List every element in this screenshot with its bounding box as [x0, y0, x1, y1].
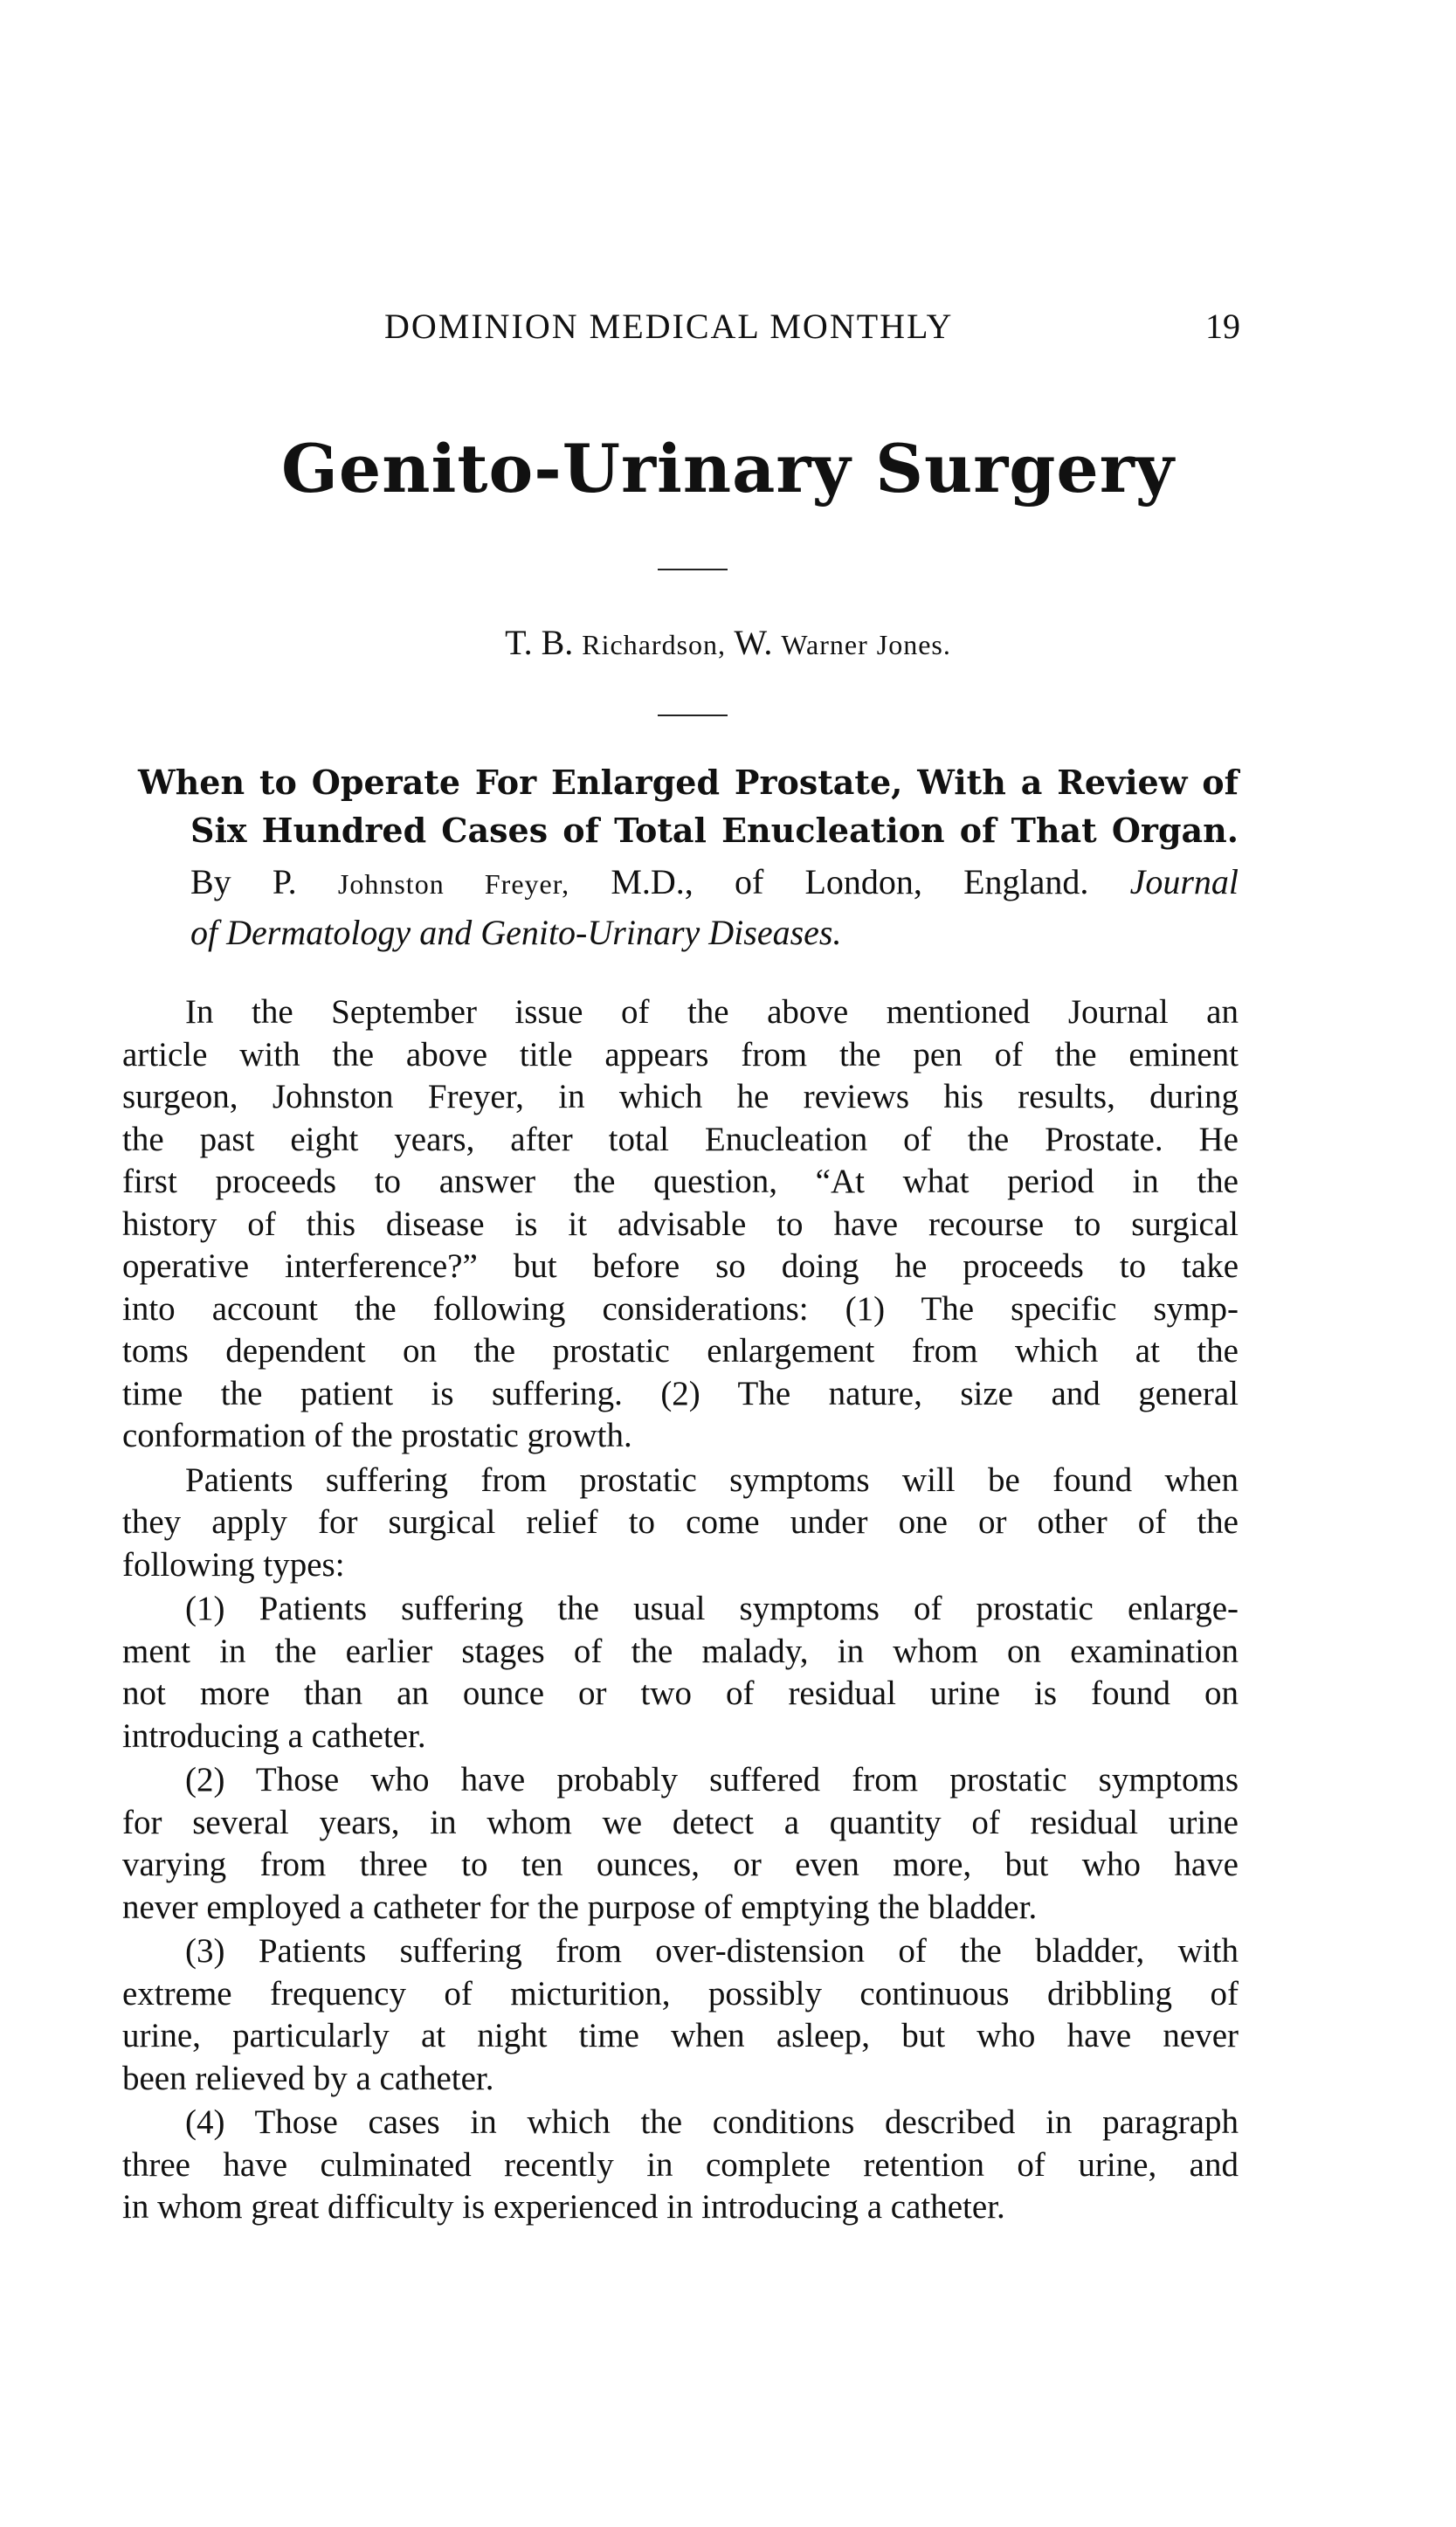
paragraph [122, 1759, 1239, 1929]
text-line: into account the following considerations: (1) The specific symp- [122, 1289, 1239, 1328]
paragraph [122, 991, 1239, 1458]
text-line: following types: [122, 1545, 345, 1584]
text-line: ment in the earlier stages of the malady, in whom on examination [122, 1632, 1239, 1670]
text-line: introducing a catheter. [122, 1716, 426, 1755]
article-heading-line: Six Hundred Cases of Total Enucleation of That Organ. [190, 811, 1239, 850]
text-line: article with the above title appears from the pen of the eminent [122, 1035, 1239, 1074]
byline-line [190, 908, 1239, 956]
byline-author: Johnston Freyer, [337, 868, 570, 900]
text-line: surgeon, Johnston Freyer, in which he reviews his results, during [122, 1078, 1239, 1115]
article-heading [138, 758, 1239, 854]
text-line: (1) Patients suffering the usual symptoms of prostatic enlarge- [185, 1590, 1239, 1627]
editor-1-surname: Richardson, [582, 629, 727, 660]
text-line: they apply for surgical relief to come under one or other of the [122, 1503, 1239, 1541]
text-line: In the September issue of the above mentioned Journal an [185, 993, 1239, 1031]
text-line: time the patient is suffering. (2) The nature, size and general [122, 1374, 1239, 1412]
text-line: Patients suffering from prostatic symptoms will be found when [185, 1460, 1239, 1499]
editor-2-middle-name: Warner [781, 629, 868, 660]
text-line: extreme frequency of micturition, possibly continuous dribbling of [122, 1974, 1239, 2013]
byline-journal-start: Journal [1129, 862, 1239, 901]
text-line: first proceeds to answer the question, “At what period in the [122, 1163, 1239, 1200]
editor-2-initials: W. [734, 623, 773, 662]
editor-2-surname: Jones. [876, 629, 951, 660]
text-line: varying from three to ten ounces, or even more, but who have [122, 1846, 1239, 1883]
text-line: in whom great difficulty is experienced in introducing a catheter. [122, 2188, 1005, 2226]
section-title: Genito-Urinary Surgery [281, 430, 1175, 507]
text-line: conformation of the prostatic growth. [122, 1417, 632, 1454]
text-line: (3) Patients suffering from over-distension of the bladder, with [185, 1932, 1239, 1970]
paragraph [122, 1930, 1239, 2100]
byline-journal-end: of Dermatology and Genito-Urinary Diseases. [190, 913, 842, 952]
journal-name: DOMINION MEDICAL MONTHLY [384, 307, 954, 346]
article-heading-line: When to Operate For Enlarged Prostate, With a Review of [138, 763, 1239, 802]
running-head [0, 306, 1456, 349]
text-line: (4) Those cases in which the conditions described in paragraph [185, 2103, 1239, 2141]
text-line: toms dependent on the prostatic enlargement from which at the [122, 1332, 1239, 1370]
text-line: (2) Those who have probably suffered from prostatic symptoms [185, 1761, 1239, 1799]
text-line: three have culminated recently in complete retention of urine, and [122, 2145, 1239, 2184]
editor-1-initials: T. B. [505, 623, 574, 662]
text-line: never employed a catheter for the purpose of emptying the bladder. [122, 1888, 1038, 1926]
text-line: operative interference?” but before so doing he proceeds to take [122, 1247, 1239, 1285]
text-line: not more than an ounce or two of residual urine is found on [122, 1674, 1239, 1712]
paragraph [122, 1588, 1239, 1757]
byline-by: By P. [190, 862, 297, 901]
page-number: 19 [1205, 307, 1240, 346]
text-line: for several years, in whom we detect a quantity of residual urine [122, 1803, 1239, 1841]
article-body [122, 991, 1239, 2229]
article-byline [190, 858, 1239, 956]
section-editors [0, 622, 1456, 663]
text-line: history of this disease is it advisable to have recourse to surgical [122, 1205, 1239, 1243]
paragraph [122, 1460, 1239, 1587]
text-line: been relieved by a catheter. [122, 2059, 494, 2097]
paragraph [122, 2102, 1239, 2229]
byline-author-details: M.D., of London, England. [611, 862, 1089, 901]
text-line: the past eight years, after total Enucleation of the Prostate. He [122, 1120, 1239, 1158]
text-line: urine, particularly at night time when asleep, but who have never [122, 2017, 1239, 2054]
divider-rule [658, 569, 728, 570]
byline-line [190, 858, 1239, 908]
divider-rule [658, 715, 728, 716]
